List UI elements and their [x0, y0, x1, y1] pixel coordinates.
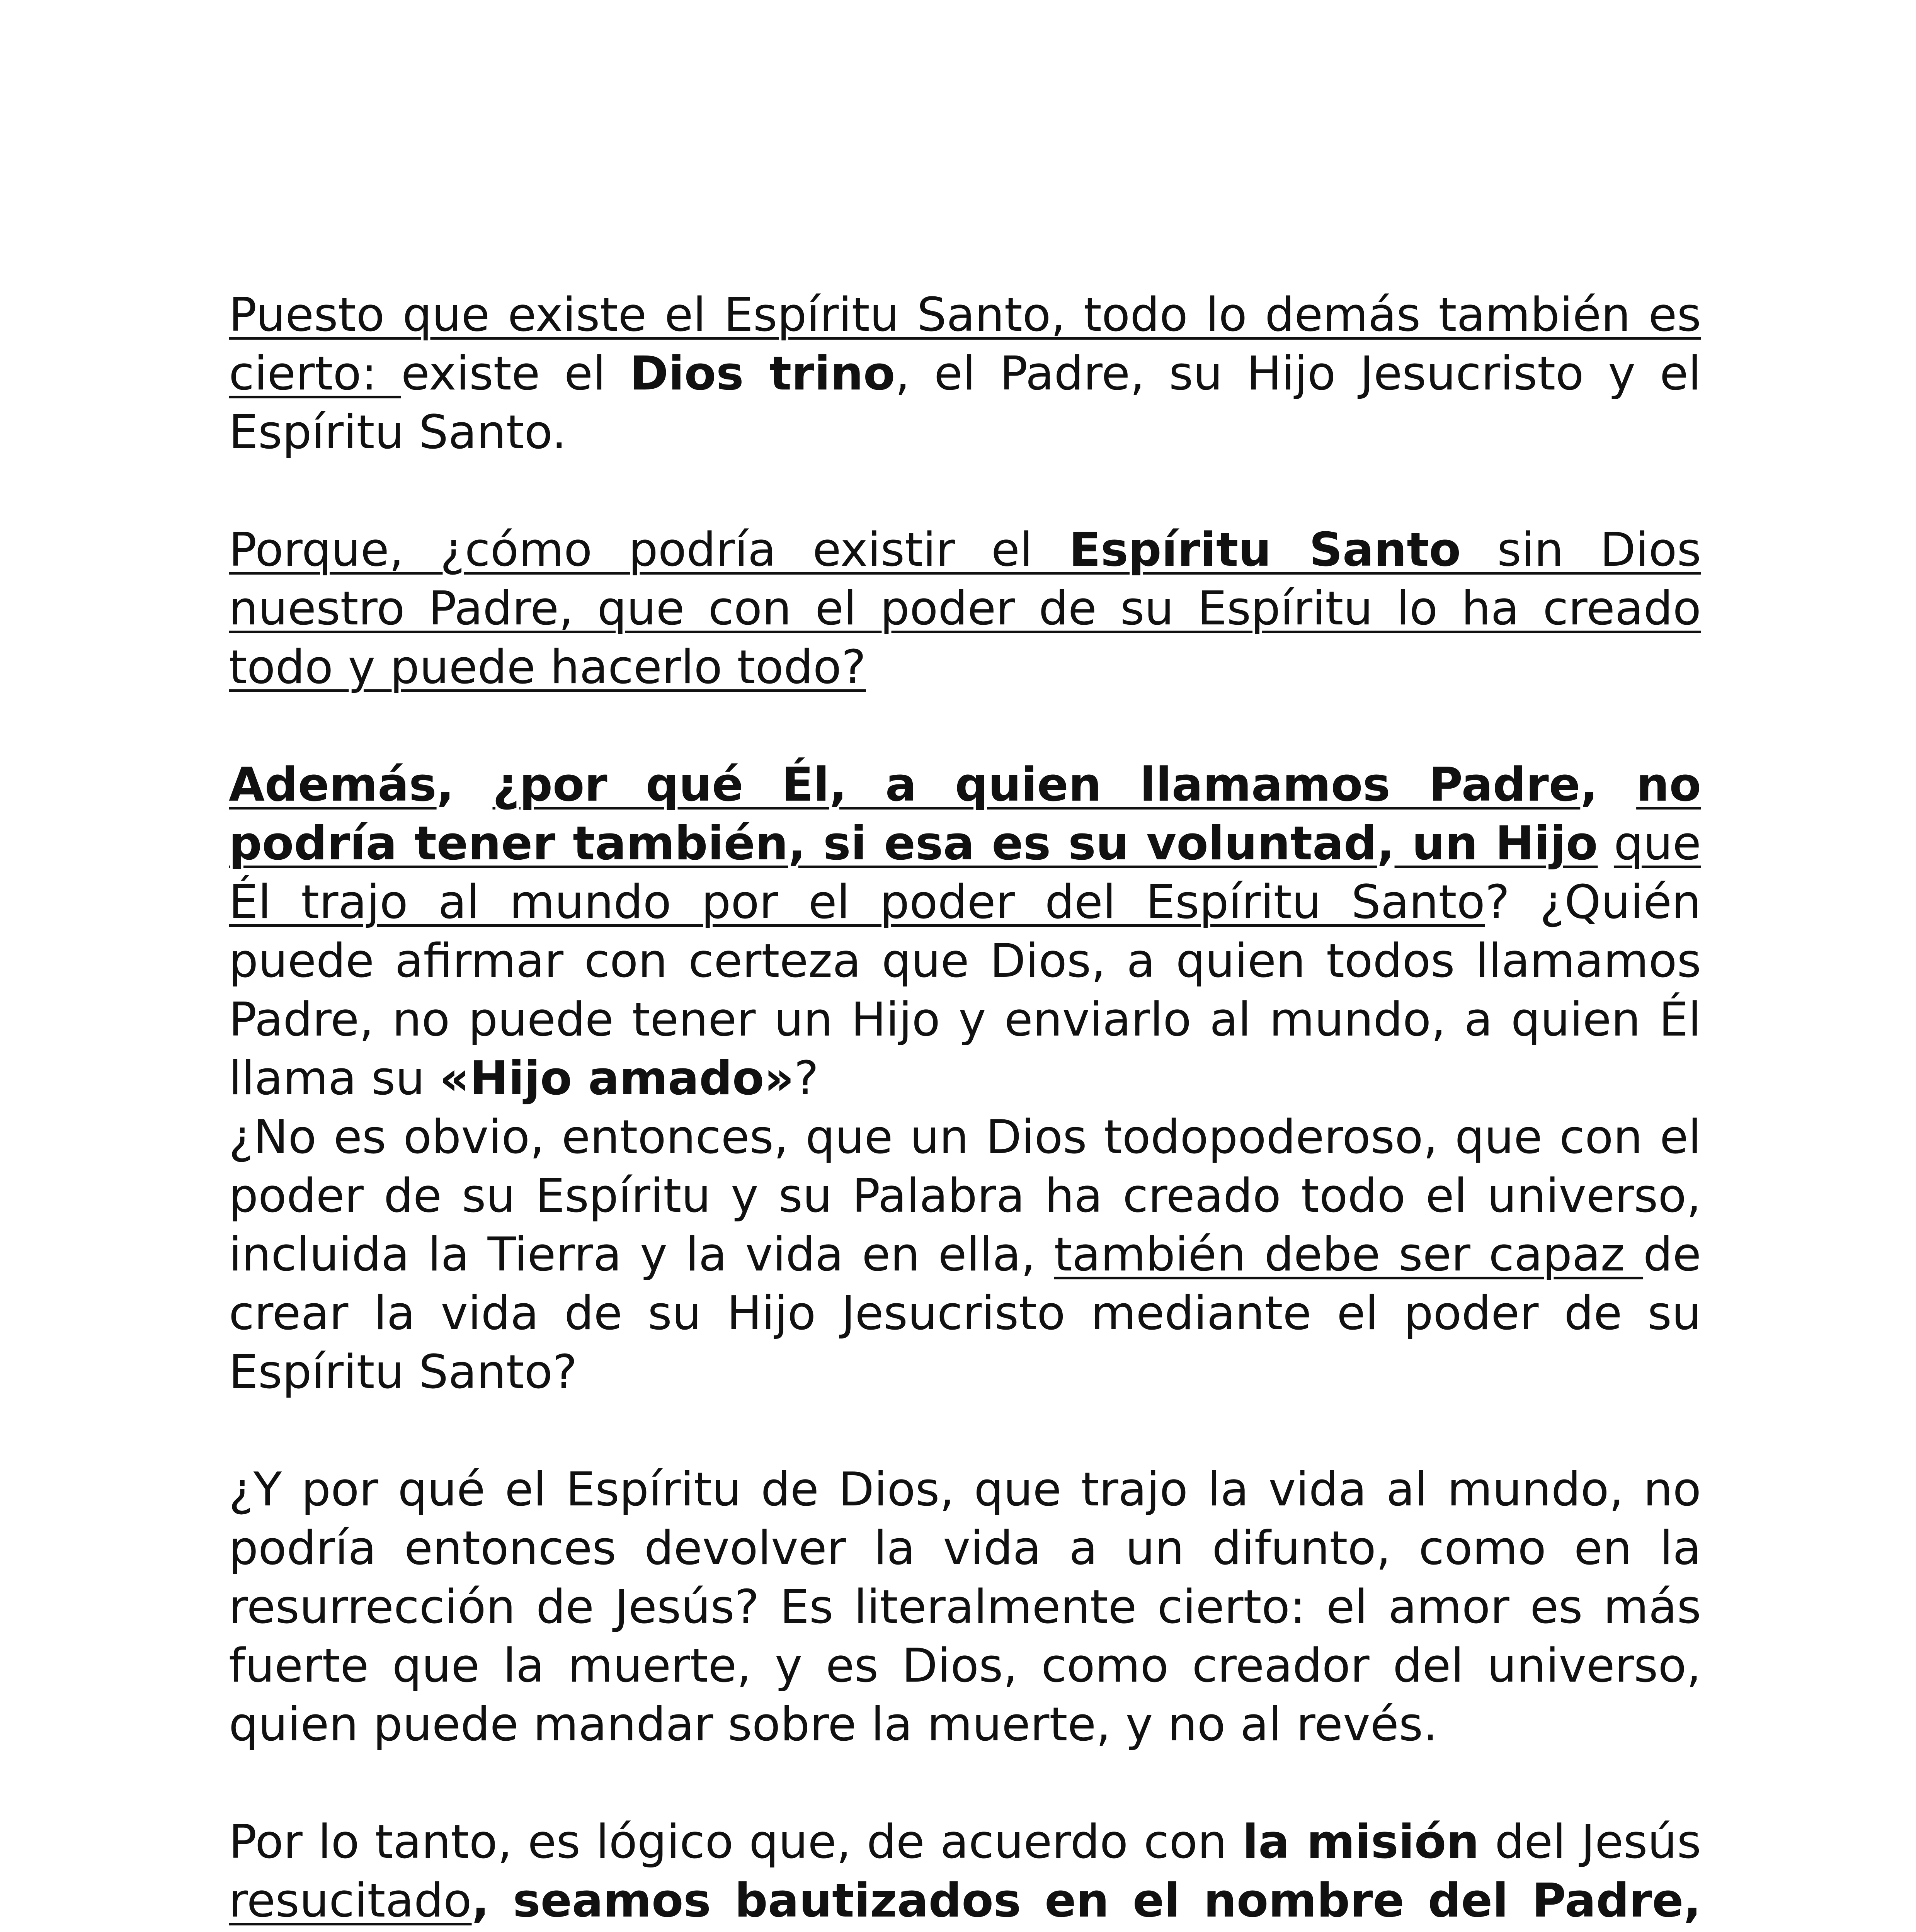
text-run: resucitado [229, 1874, 472, 1928]
text-run: Puesto que existe el Espíritu Santo, todo lo demás también es cierto: [229, 288, 1701, 401]
text-run: ? ¿Quién puede afirmar con certeza que Dios, a quien todos llamamos Padre, no puede tener un Hijo y enviarlo al mundo, a quien Él llama su [229, 876, 1701, 1105]
text-run: «Hijo amado» [439, 1052, 794, 1105]
paragraph [229, 1108, 1701, 1402]
body-text [229, 286, 1701, 1932]
paragraph [229, 1461, 1701, 1754]
paragraph [229, 286, 1701, 462]
text-run: sin Dios nuestro Padre, que con el poder de su Espíritu lo ha creado todo y puede hacerlo todo? [229, 523, 1701, 694]
text-run: , [436, 758, 493, 812]
paragraph [229, 1813, 1701, 1932]
text-run: existe el [401, 347, 630, 401]
text-run: ¿por qué Él, a quien llamamos Padre [492, 758, 1581, 812]
paragraph [229, 756, 1701, 1108]
text-run: Espíritu Santo [1069, 523, 1461, 577]
text-run [1598, 817, 1614, 871]
text-run: Dios trino [630, 347, 895, 401]
text-run: , seamos bautizados en el nombre del Padre, [471, 1874, 1701, 1928]
paragraph [229, 521, 1701, 697]
text-run: la misión [1242, 1815, 1479, 1869]
text-run: un Hijo [1394, 817, 1598, 871]
text-run: ¿Y por qué el Espíritu de Dios, que trajo la vida al mundo, no podría entonces devolver la vida a un difunto, como en la resurrección de Jesús? Es literalmente cierto: el amor es más fuerte que la muerte, y es Dios, como creador del universo, quien puede mandar sobre la muerte, y no al revés. [229, 1463, 1701, 1752]
text-run: ¿No es obvio, entonces, que un Dios todopoderoso, que con el poder de su Espíritu y su Palabra ha creado todo el universo, incluida la Tierra y la vida en ella, [229, 1111, 1701, 1282]
text-run: , el Padre, su Hijo Jesucristo y el Espíritu Santo. [229, 347, 1702, 459]
text-run: del Jesús [1479, 1815, 1701, 1869]
text-run: , [1377, 817, 1395, 871]
text-run: que Él trajo al mundo por el poder del Espíritu Santo [229, 817, 1701, 929]
text-run: Porque, ¿cómo podría existir el [229, 523, 1069, 577]
text-run: no podría tener también, si esa es su voluntad [229, 758, 1701, 871]
text-run: también debe ser capaz [1054, 1228, 1644, 1282]
text-run: ? [794, 1052, 819, 1105]
text-run: Además [229, 758, 437, 812]
text-run: de crear la vida de su Hijo Jesucristo mediante el poder de su Espíritu Santo? [229, 1228, 1702, 1399]
text-run: Por lo tanto, es lógico que, de acuerdo con [229, 1815, 1243, 1869]
text-run: , [1580, 758, 1637, 812]
